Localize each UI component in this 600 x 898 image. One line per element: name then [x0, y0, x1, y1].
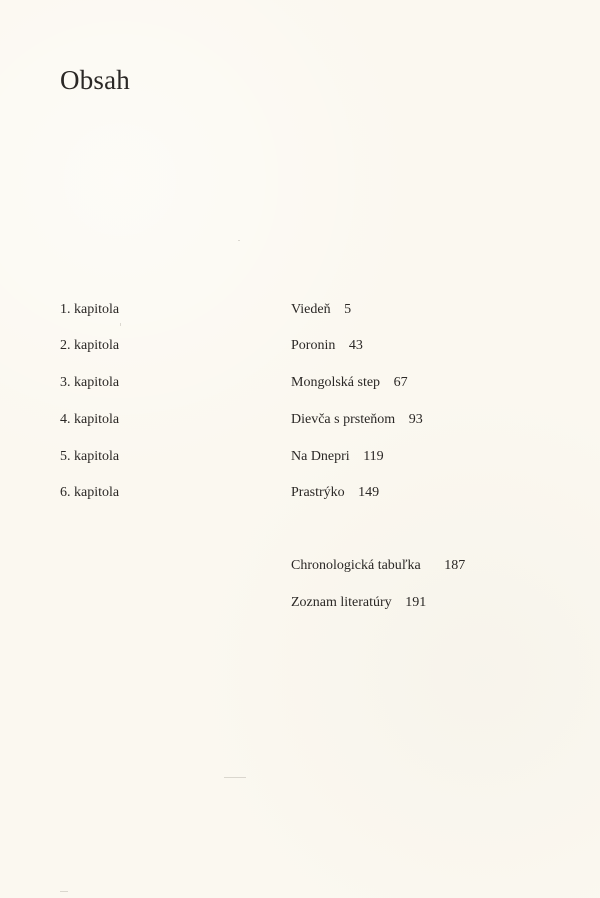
chapter-entry	[291, 300, 351, 320]
chapter-title: Prastrýko	[291, 485, 345, 500]
scan-mark	[60, 891, 68, 892]
toc-row	[0, 410, 600, 430]
page-number: 191	[405, 595, 427, 610]
chapter-title: Na Dnepri	[291, 449, 350, 464]
chapter-label: 3. kapitola	[60, 375, 120, 390]
page-number: 187	[444, 558, 466, 573]
appendix-entry	[291, 556, 465, 576]
toc-row	[0, 300, 600, 320]
chapter-entry	[291, 373, 408, 393]
chapter-title: Viedeň	[291, 302, 331, 317]
chapter-title: Mongolská step	[291, 375, 381, 390]
chapter-entry	[291, 336, 363, 356]
appendix-title: Zoznam literatúry	[291, 595, 392, 610]
scan-mark	[120, 323, 121, 326]
page-title: Obsah	[60, 65, 130, 95]
toc-row	[0, 373, 600, 393]
chapter-entry	[291, 483, 379, 503]
page-number: 149	[358, 485, 380, 500]
chapter-entry	[291, 410, 423, 430]
chapter-label: 6. kapitola	[60, 485, 120, 500]
toc-row	[0, 483, 600, 503]
chapter-title: Poronin	[291, 338, 336, 353]
appendix-title: Chronologická tabuľka	[291, 558, 421, 573]
toc-row	[0, 593, 600, 613]
toc-row	[0, 447, 600, 467]
chapter-label: 4. kapitola	[60, 412, 120, 427]
page-number: 119	[363, 449, 384, 464]
toc-row	[0, 556, 600, 576]
page-number: 93	[408, 412, 423, 427]
scan-mark	[238, 240, 240, 241]
toc-row	[0, 336, 600, 356]
chapter-title: Dievča s prsteňom	[291, 412, 396, 427]
chapter-label: 1. kapitola	[60, 302, 120, 317]
chapter-entry	[291, 447, 384, 467]
page-number: 43	[348, 338, 363, 353]
scan-mark	[224, 777, 246, 778]
page-number: 5	[344, 302, 352, 317]
chapter-label: 2. kapitola	[60, 338, 120, 353]
page-number: 67	[393, 375, 408, 390]
chapter-label: 5. kapitola	[60, 449, 120, 464]
appendix-entry	[291, 593, 426, 613]
